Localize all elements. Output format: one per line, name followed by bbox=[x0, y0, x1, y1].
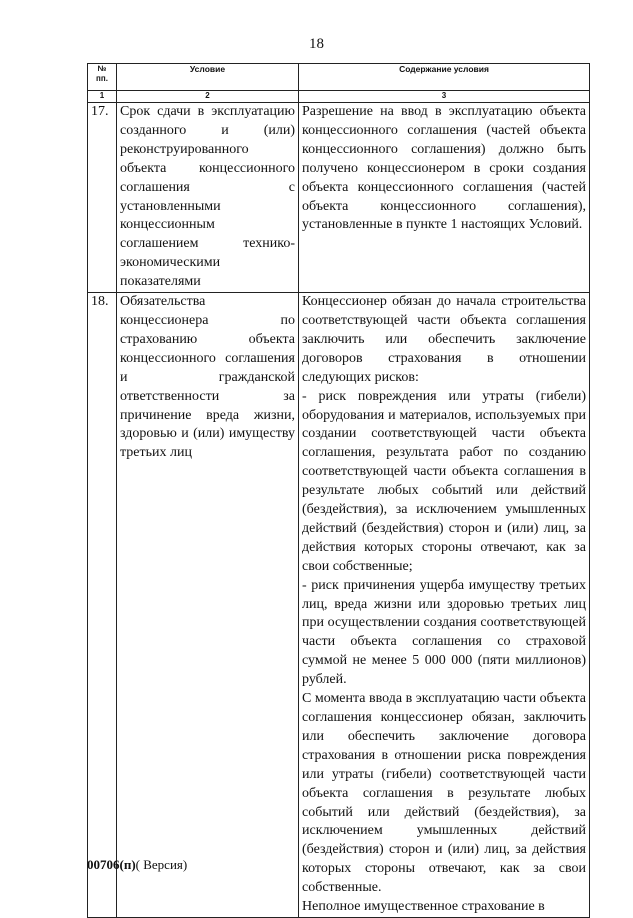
header-number: № пп. bbox=[88, 64, 117, 91]
header-condition: Условие bbox=[117, 64, 299, 91]
row-condition: Обязательства концессионера по страхованию объекта концессионного соглашения и гражданской ответственности за причинение вреда жизни, здоровью и (или) имуществу третьих лиц bbox=[117, 293, 299, 918]
document-footer bbox=[87, 857, 187, 873]
content-paragraph: Концессионер обязан до начала строительства соответствующей части объекта соглашения заключить или обеспечить заключение договоров страхования в отношении следующих рисков: bbox=[302, 294, 586, 385]
row-number: 17. bbox=[88, 103, 117, 293]
document-code: 00706(п) bbox=[87, 857, 136, 872]
document-version: ( Версия) bbox=[135, 857, 188, 872]
table-header-row bbox=[88, 64, 590, 91]
index-cell: 3 bbox=[299, 91, 590, 103]
row-number: 18. bbox=[88, 293, 117, 918]
index-cell: 2 bbox=[117, 91, 299, 103]
table-index-row bbox=[88, 91, 590, 103]
table-row bbox=[88, 103, 590, 293]
page-number: 18 bbox=[309, 36, 324, 52]
row-content bbox=[299, 293, 590, 918]
content-paragraph: - риск повреждения или утраты (гибели) оборудования и материалов, используемых при создании соответствующей части объекта соглашения, результата работ по созданию соответствующей части объекта соглашения в результате любых событий или действий (бездействия), за исключением умышленных действий (бездействия) сторон и (или) лиц, за действия которых стороны отвечают, как за свои собственные; bbox=[302, 388, 586, 574]
content-paragraph: Разрешение на ввод в эксплуатацию объекта концессионного соглашения (частей объекта концессионного соглашения) должно быть получено концессионером в сроки создания объекта концессионного соглашения (частей объекта концессионного соглашения), установленные в пункте 1 настоящих Условий. bbox=[302, 104, 586, 233]
row-content bbox=[299, 103, 590, 293]
header-content: Содержание условия bbox=[299, 64, 590, 91]
conditions-table bbox=[87, 63, 590, 918]
index-cell: 1 bbox=[88, 91, 117, 103]
content-paragraph: - риск причинения ущерба имуществу третьих лиц, вреда жизни или здоровью третьих лиц при осуществлении создания соответствующей части объекта соглашения со страховой суммой не менее 5 000 000 (пяти миллионов) рублей. bbox=[302, 577, 586, 688]
row-condition: Срок сдачи в эксплуатацию созданного и (или) реконструированного объекта концессионного соглашения с установленными концессионным соглашением технико-экономическими показателями bbox=[117, 103, 299, 293]
content-paragraph: Неполное имущественное страхование в bbox=[302, 899, 545, 915]
table-row bbox=[88, 293, 590, 918]
content-paragraph: С момента ввода в эксплуатацию части объекта соглашения концессионер обязан, заключить или обеспечить заключение договора страхования в отношении риска повреждения или утраты (гибели) соответствующей части объекта соглашения в результате любых событий или действий (бездействия), за исключением умышленных действий (бездействия) сторон и (или) лиц, за действия которых стороны отвечают, как за свои собственные. bbox=[302, 691, 586, 896]
